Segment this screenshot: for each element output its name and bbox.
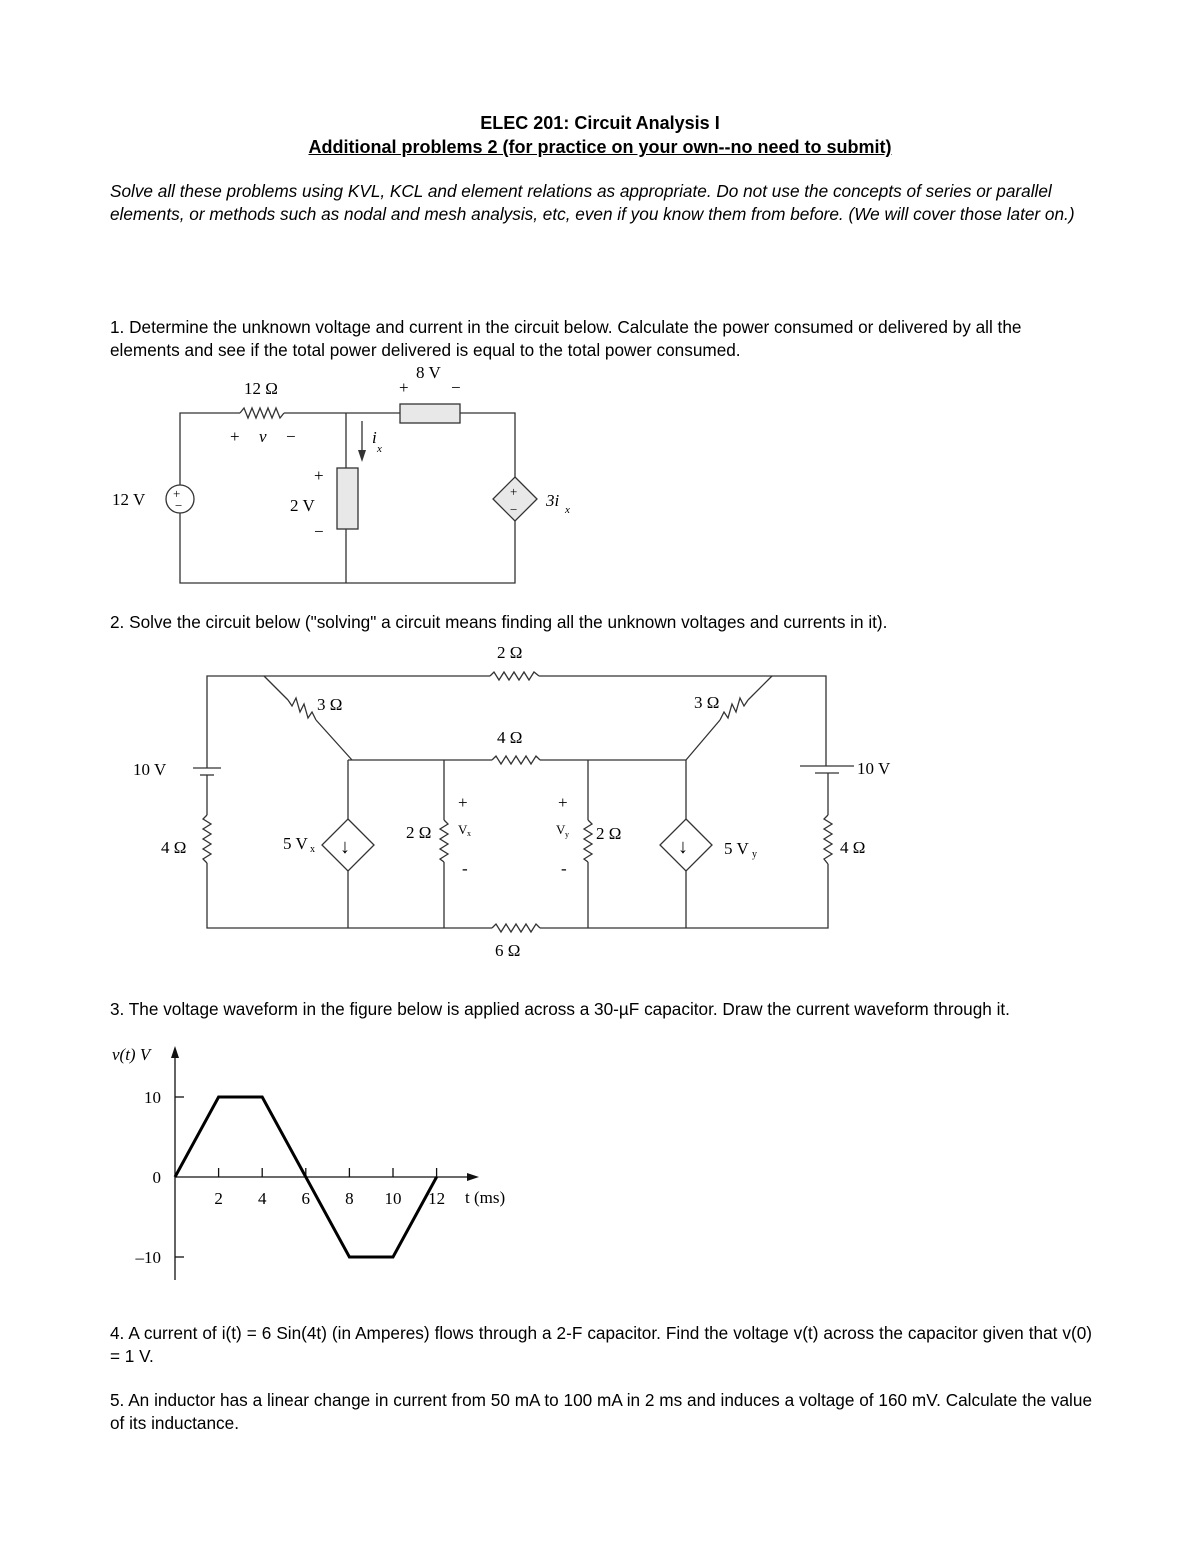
c2-label-2ohm-left: 2 Ω	[406, 823, 432, 842]
c1-label-8v-minus: −	[451, 378, 461, 397]
c2-label-3ohm-right: 3 Ω	[694, 693, 720, 712]
c1-label-dep-sub: x	[565, 504, 570, 516]
x-tick-label-10: 10	[384, 1189, 402, 1208]
c1-label-8v-plus: +	[399, 378, 409, 397]
chart-y-label: v(t) V	[112, 1045, 151, 1064]
document-title: ELEC 201: Circuit Analysis I	[480, 113, 720, 133]
c2-vx-sub: x	[467, 829, 471, 838]
intro-paragraph: Solve all these problems using KVL, KCL and element relations as appropriate. Do not use the concepts of series or parallel elements, or methods such as nodal and mesh analysis, etc, even if you know them from before. (We will cover those later on.)	[110, 181, 1075, 224]
x-tick-label-2: 2	[214, 1189, 223, 1208]
c1-label-dep: 3i	[546, 491, 560, 510]
y-tick-label-1: 0	[152, 1168, 161, 1187]
chart-y-arrowhead	[171, 1046, 179, 1058]
x-tick-label-12: 12	[428, 1189, 446, 1208]
c1-label-v-plus: +	[230, 427, 240, 446]
c1-label-2v-plus: +	[314, 466, 324, 485]
problem-3-text: 3. The voltage waveform in the figure below is applied across a 30-µF capacitor. Draw the current waveform through it.	[110, 999, 1010, 1019]
problem-5-text: 5. An inductor has a linear change in current from 50 mA to 100 mA in 2 ms and induces a voltage of 160 mV. Calculate the value of its inductance.	[110, 1390, 1092, 1433]
c2-label-2ohm-right: 2 Ω	[596, 824, 622, 843]
x-tick-label-6: 6	[301, 1189, 311, 1208]
c2-vx-label: V	[458, 822, 468, 837]
c2-label-4ohm-right: 4 Ω	[840, 838, 866, 857]
c1-label-12ohm: 12 Ω	[244, 379, 278, 398]
problem-4-text: 4. A current of i(t) = 6 Sin(4t) (in Amperes) flows through a 2-F capacitor. Find the voltage v(t) across the capacitor given that v(0) = 1 V.	[110, 1323, 1092, 1366]
c1-label-12v: 12 V	[112, 490, 146, 509]
c2-label-dep-right-sub: y	[752, 849, 757, 860]
chart-x-arrowhead	[467, 1173, 479, 1181]
c2-label-4ohm-mid: 4 Ω	[497, 728, 523, 747]
c1-label-8v: 8 V	[416, 363, 441, 382]
c1-label-v-minus: −	[286, 427, 296, 446]
x-tick-label-8: 8	[345, 1189, 354, 1208]
x-tick-label-4: 4	[257, 1189, 267, 1208]
c2-label-4ohm-left: 4 Ω	[161, 838, 187, 857]
y-tick-label-0: 10	[144, 1088, 161, 1107]
c1-dep-plus: +	[510, 484, 518, 499]
document-subtitle: Additional problems 2 (for practice on your own--no need to submit)	[308, 137, 892, 157]
c2-label-3ohm-left: 3 Ω	[317, 695, 343, 714]
c1-label-ix-sub: x	[377, 443, 382, 455]
c2-label-dep-left-sub: x	[310, 844, 315, 855]
c2-label-10v-right: 10 V	[857, 759, 891, 778]
c1-label-2v: 2 V	[290, 496, 315, 515]
c2-vy-plus: +	[558, 793, 568, 812]
c1-label-2v-minus: −	[314, 522, 324, 541]
c1-label-ix: i	[372, 428, 377, 447]
c2-vy-sub: y	[565, 830, 569, 839]
c2-vy-label: V	[556, 822, 566, 837]
c2-label-2ohm-top: 2 Ω	[497, 643, 523, 662]
c2-vx-minus: -	[462, 859, 468, 878]
c2-label-6ohm: 6 Ω	[495, 941, 521, 960]
c2-label-dep-right: 5 V	[724, 839, 749, 858]
c1-dep-minus: −	[510, 502, 518, 517]
c2-label-dep-left: 5 V	[283, 834, 308, 853]
chart-x-label: t (ms)	[465, 1188, 506, 1207]
c2-dep-left-arrow: ↓	[340, 836, 350, 858]
c1-12v-plus: +	[173, 486, 181, 501]
problem-2-text: 2. Solve the circuit below ("solving" a circuit means finding all the unknown voltages and currents in it).	[110, 612, 888, 632]
c2-vy-minus: -	[561, 859, 567, 878]
c1-label-v: v	[259, 427, 267, 446]
c1-12v-minus: −	[175, 498, 183, 513]
y-tick-label-2: –10	[135, 1248, 161, 1267]
c2-label-10v-left: 10 V	[133, 760, 167, 779]
problem-1-text: 1. Determine the unknown voltage and current in the circuit below. Calculate the power consumed or delivered by all the elements and see if the total power delivered is equal to the total power consumed.	[110, 317, 1022, 360]
c2-dep-right-arrow: ↓	[678, 836, 688, 858]
c2-vx-plus: +	[458, 793, 468, 812]
